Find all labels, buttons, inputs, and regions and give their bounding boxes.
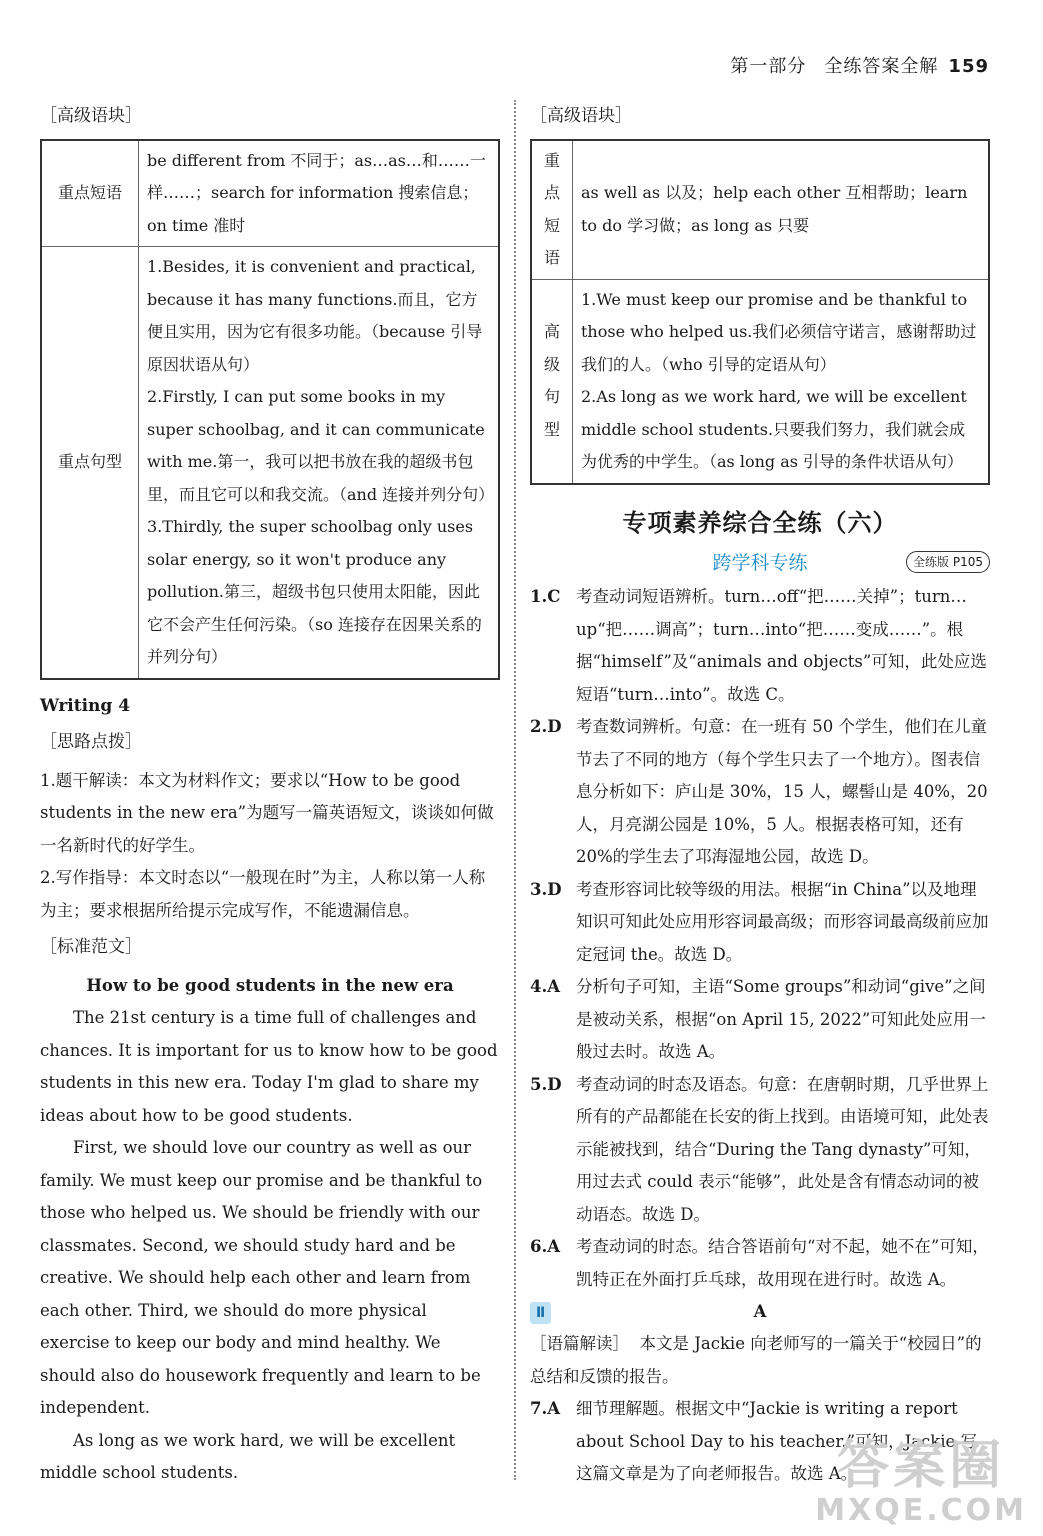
table-row (531, 140, 989, 280)
writing-title: Writing 4 (40, 695, 131, 716)
watermark-line2: MXQE.COM (815, 1493, 1027, 1528)
content-line: 1.Besides, it is convenient and practical, because it has many functions.而且，它方便且实用，因为它有很多功能。（because 引导原因状语从句） (147, 257, 483, 374)
subtitle-row (530, 547, 990, 581)
answer-text: 考查动词短语辨析。turn…off“把……关掉”；turn…up“把……调高”；turn…into“把……变成……”。根据“himself”及“animals and objects”可知，此处应选短语“turn…into”。故选 C。 (576, 587, 987, 704)
answer-item (530, 1069, 990, 1232)
page-ref-badge: 全练版 P105 (906, 551, 990, 573)
answer-item (530, 711, 990, 874)
row-content (573, 279, 990, 484)
answer-number: 6.A (530, 1237, 561, 1256)
table-row (531, 279, 989, 484)
answer-text: 考查动词的时态。结合答语前句“对不起，她不在”可知，凯特正在外面打乒乓球，故用现在进行时。故选 A。 (576, 1237, 989, 1289)
row-key: 重点句型 (41, 247, 139, 679)
answer-number: 5.D (530, 1074, 562, 1094)
header-title: 全练答案全解 (824, 56, 939, 77)
subtitle: 跨学科专练 (712, 552, 808, 574)
right-block-label: ［高级语块］ (530, 106, 632, 126)
part-letter: A (753, 1302, 767, 1321)
row-content (573, 140, 990, 280)
part-roman-badge: Ⅱ (530, 1302, 551, 1324)
think-item: 1.题干解读：本文为材料作文；要求以“How to be good students in the new era”为题写一篇英语短文，谈谈如何做一名新时代的好学生。 (40, 770, 494, 855)
page-header (730, 52, 989, 78)
essay-paragraph: First, we should love our country as well as our family. We must keep our promise and be thankful to those who helped us. We should be friendly with our classmates. Second, we should study hard and be creative. We should help each other and learn from each other. Third, we should do more physical exercise to keep our body and mind healthy. We should also do housework frequently and learn to be independent. (40, 1138, 483, 1417)
essay-title: How to be good students in the new era (86, 975, 454, 995)
answer-number: 1.C (530, 587, 561, 606)
content-line: 1.We must keep our promise and be thankful to those who helped us.我们必须信守诺言，感谢帮助过我们的人。（who 引导的定语从句） (581, 289, 977, 374)
left-column (40, 96, 500, 1490)
table-row (41, 247, 499, 679)
reading-label: ［语篇解读］ (530, 1334, 629, 1353)
answer-number: 4.A (530, 977, 561, 996)
think-label: ［思路点拨］ (40, 732, 142, 752)
row-content (139, 140, 500, 247)
content-line: 3.Thirdly, the super schoolbag only uses solar energy, so it won't produce any pollution.第三，超级书包只使用太阳能，因此它不会产生任何污染。（so 连接存在因果关系的并列分句） (147, 517, 482, 666)
reading-summary (530, 1328, 990, 1393)
answer-text: 考查数词辨析。句意：在一班有 50 个学生，他们在儿童节去了不同的地方（每个学生只去了一个地方）。图表信息分析如下：庐山是 30%，15 人，螺髻山是 40%，20 人，月亮湖公园是 10%，5 人。根据表格可知，还有 20%的学生去了邛海湿地公园，故选 D。 (576, 717, 988, 866)
answer-number: 3.D (530, 879, 562, 899)
column-divider (514, 100, 516, 1480)
row-key: 高级句型 (531, 279, 573, 484)
content-line: 2.Firstly, I can put some books in my super schoolbag, and it can communicate with me.第一，我可以把书放在我的超级书包里，而且它可以和我交流。（and 连接并列分句） (147, 387, 495, 504)
answer-item (530, 581, 990, 711)
answer-text: 细节理解题。根据文中“Jackie is writing a report about School Day to his teacher.”可知，Jackie 写这篇文章是为了向老师报告。故选 A。 (576, 1399, 978, 1483)
answer-text: 考查形容词比较等级的用法。根据“in China”以及地理知识可知此处应用形容词最高级；而形容词最高级前应加定冠词 the。故选 D。 (576, 879, 989, 964)
part-heading (530, 1296, 990, 1328)
content-line: 2.As long as we work hard, we will be excellent middle school students.只要我们努力，我们就会成为优秀的中学生。（as long as 引导的条件状语从句） (581, 387, 967, 471)
answer-item (530, 1231, 990, 1296)
page-number: 159 (948, 56, 989, 77)
model-label: ［标准范文］ (40, 937, 142, 957)
row-content (139, 247, 500, 679)
answer-text: 分析句子可知，主语“Some groups”和动词“give”之间是被动关系，根据“on April 15, 2022”可知此处应用一般过去时。故选 A。 (576, 977, 986, 1061)
table-row (41, 140, 499, 247)
answer-item (530, 971, 990, 1069)
reading-text: 本文是 Jackie 向老师写的一篇关于“校园日”的总结和反馈的报告。 (530, 1334, 982, 1386)
row-key: 重点短语 (531, 140, 573, 280)
header-section: 第一部分 (730, 56, 807, 77)
answer-number: 7.A (530, 1399, 561, 1418)
essay-paragraph: The 21st century is a time full of challenges and chances. It is important for us to know how to be good students in this new era. Today I'm glad to share my ideas about how to be good students. (40, 1008, 498, 1125)
content-line: as well as 以及；help each other 互相帮助；learn to do 学习做；as long as 只要 (581, 183, 968, 235)
left-block-label: ［高级语块］ (40, 106, 142, 126)
answer-text: 考查动词的时态及语态。句意：在唐朝时期，几乎世界上所有的产品都能在长安的街上找到。由语境可知，此处表示能被找到，结合“During the Tang dynasty”可知，用过去式 could 表示“能够”，此处是含有情态动词的被动语态。故选 D。 (576, 1074, 989, 1224)
left-language-table (40, 139, 500, 680)
watermark (815, 1438, 1027, 1528)
watermark-line1: 答案圈 (837, 1436, 1006, 1496)
answer-item (530, 874, 990, 972)
think-item: 2.写作指导：本文时态以“一般现在时”为主，人称以第一人称为主；要求根据所给提示完成写作，不能遗漏信息。 (40, 868, 486, 920)
right-column (530, 96, 990, 1491)
section-title: 专项素养综合全练（六） (622, 508, 898, 537)
essay-paragraph: As long as we work hard, we will be excellent middle school students. (40, 1430, 456, 1482)
right-language-table (530, 139, 990, 485)
row-key: 重点短语 (41, 140, 139, 247)
answer-number: 2.D (530, 717, 562, 736)
content-line: be different from 不同于；as…as…和……一样……；search for information 搜索信息；on time 准时 (147, 150, 486, 235)
